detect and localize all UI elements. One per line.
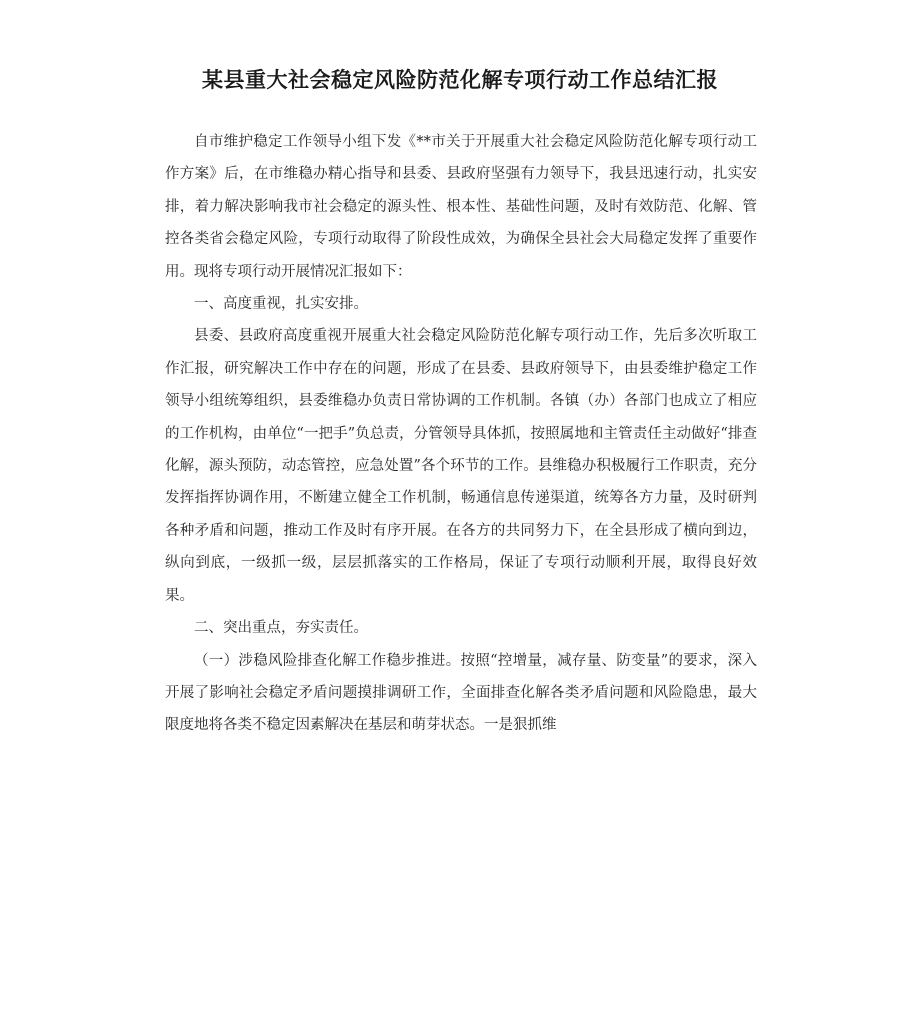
section-heading-2: 二、突出重点，夯实责任。 bbox=[194, 620, 368, 637]
paragraph-intro: 自市维护稳定工作领导小组下发《**市关于开展重大社会稳定风险防范化解专项行动工作方案》后，在市维稳办精心指导和县委、县政府坚强有力领导下，我县迅速行动，扎实安排，着力解决影响我市社会稳定的源头性、根本性、基础性问题，及时有效防范、化解、管控各类省会稳定风险，专项行动取得了阶段性成效，为确保全县社会大局稳定发挥了重要作用。现将专项行动开展情况汇报如下： bbox=[165, 134, 757, 280]
paragraph-section-1: 县委、县政府高度重视开展重大社会稳定风险防范化解专项行动工作，先后多次听取工作汇报，研究解决工作中存在的问题，形成了在县委、县政府领导下，由县委维护稳定工作领导小组统筹组织，县委维稳办负责日常协调的工作机制。各镇（办）各部门也成立了相应的工作机构，由单位“一把手”负总责，分管领导具体抓，按照属地和主管责任主动做好“排查化解，源头预防，动态管控，应急处置”各个环节的工作。县维稳办积极履行工作职责，充分发挥指挥协调作用，不断建立健全工作机制，畅通信息传递渠道，统筹各方力量，及时研判各种矛盾和问题，推动工作及时有序开展。在各方的共同努力下，在全县形成了横向到边，纵向到底，一级抓一级，层层抓落实的工作格局，保证了专项行动顺利开展，取得良好效果。 bbox=[165, 328, 757, 604]
document-title: 某县重大社会稳定风险防范化解专项行动工作总结汇报 bbox=[202, 68, 718, 92]
paragraph-section-2-1: （一）涉稳风险排查化解工作稳步推进。按照“控增量，减存量、防变量”的要求，深入开展了影响社会稳定矛盾问题摸排调研工作，全面排查化解各类矛盾问题和风险隐患，最大限度地将各类不稳定因素解决在基层和萌芽状态。一是狠抓维 bbox=[165, 652, 757, 734]
document-body bbox=[165, 126, 757, 742]
section-heading-1: 一、高度重视，扎实安排。 bbox=[194, 296, 368, 313]
